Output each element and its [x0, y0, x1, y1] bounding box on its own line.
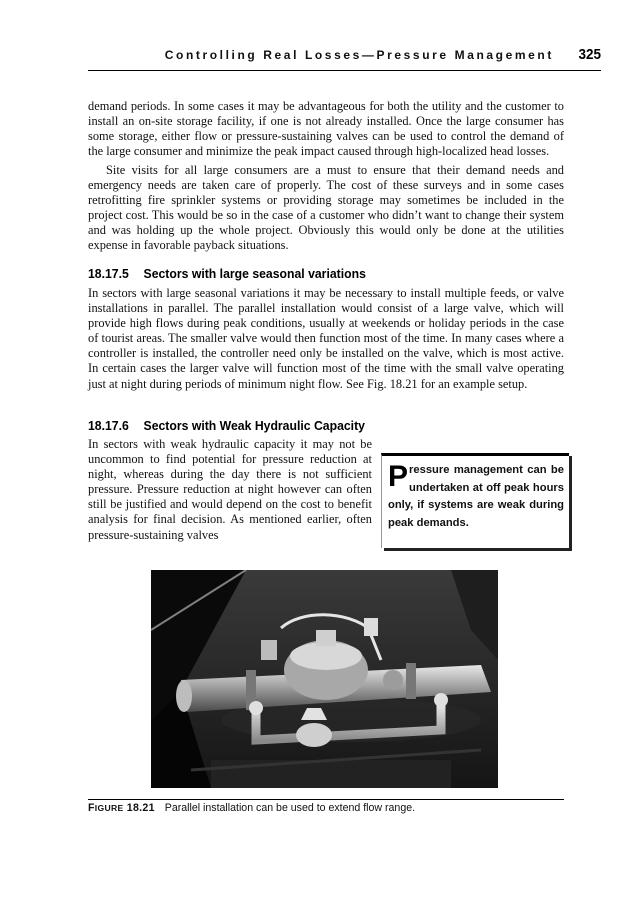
section-number: 18.17.6 — [88, 418, 129, 433]
caption-text: Parallel installation can be used to extend flow range. — [164, 802, 416, 814]
figure-photo-valve-installation — [151, 570, 498, 788]
figure-label-prefix: F — [88, 802, 95, 814]
pull-quote-body: ressure management can be undertaken at off peak hours only, if systems are weak during peak demands. — [388, 464, 564, 529]
section-title: Sectors with large seasonal variations — [143, 266, 366, 281]
paragraph-continued: demand periods. In some cases it may be advantageous for both the utility and the customer to install an on-site storage facility, if one is not already installed. Once the large consumer has some storage, either flow or pressure-sustaining valves can be used to control the demand of the large consumer and minimize the peak impact caused through high-localized head losses. — [88, 99, 564, 159]
section-title: Sectors with Weak Hydraulic Capacity — [143, 418, 365, 433]
figure-label-small: IGURE — [94, 803, 124, 813]
drop-cap: P — [388, 460, 409, 493]
valve-photo-illustration — [151, 570, 498, 788]
paragraph-seasonal-variations: In sectors with large seasonal variations it may be necessary to install multiple feeds, or valve installations in parallel. The parallel installation would consist of a large valve, which will provide high flows during peak conditions, usually at weekends or holiday periods in the case of tourist areas. The smaller valve would then function most of the time. In many cases where a controller is installed, the controller need only be installed on the valve, which is most active. In certain cases the larger valve will function most of the time with the small valve operating just at night during periods of minimum night flow. See Fig. 18.21 for an example setup. — [88, 286, 564, 391]
pull-quote-box — [381, 453, 569, 548]
section-number: 18.17.5 — [88, 266, 129, 281]
figure-number: 18.21 — [126, 802, 155, 814]
figure-caption — [88, 802, 564, 814]
page-number: 325 — [578, 46, 601, 63]
running-title: Controlling Real Losses—Pressure Management — [164, 48, 554, 62]
section-heading-18-17-6 — [88, 418, 526, 433]
running-header — [88, 46, 601, 71]
paragraph-weak-hydraulic: In sectors with weak hydraulic capacity it may not be uncommon to find potential for pressure reduction at night, whereas during the day there is not sufficient pressure. Pressure reduction at night however can often still be justified and would depend on the cost to benefit analysis for final decision. As mentioned earlier, often pressure-sustaining valves — [88, 437, 372, 542]
caption-rule — [88, 799, 564, 800]
figure-label — [88, 802, 155, 814]
section-heading-18-17-5 — [88, 266, 526, 281]
paragraph-site-visits: Site visits for all large consumers are a must to ensure that their demand needs and emergency needs are taken care of properly. The cost of these surveys and in some cases retrofitting fire sprinkler systems or providing storage may sometimes be included in the project cost. This would be so in the case of a customer who didn’t want to change their system and was holding up the whole project. Obviously this would only be done at the utilities expense in favorable payback situations. — [88, 163, 564, 253]
pull-quote-text — [388, 462, 564, 532]
